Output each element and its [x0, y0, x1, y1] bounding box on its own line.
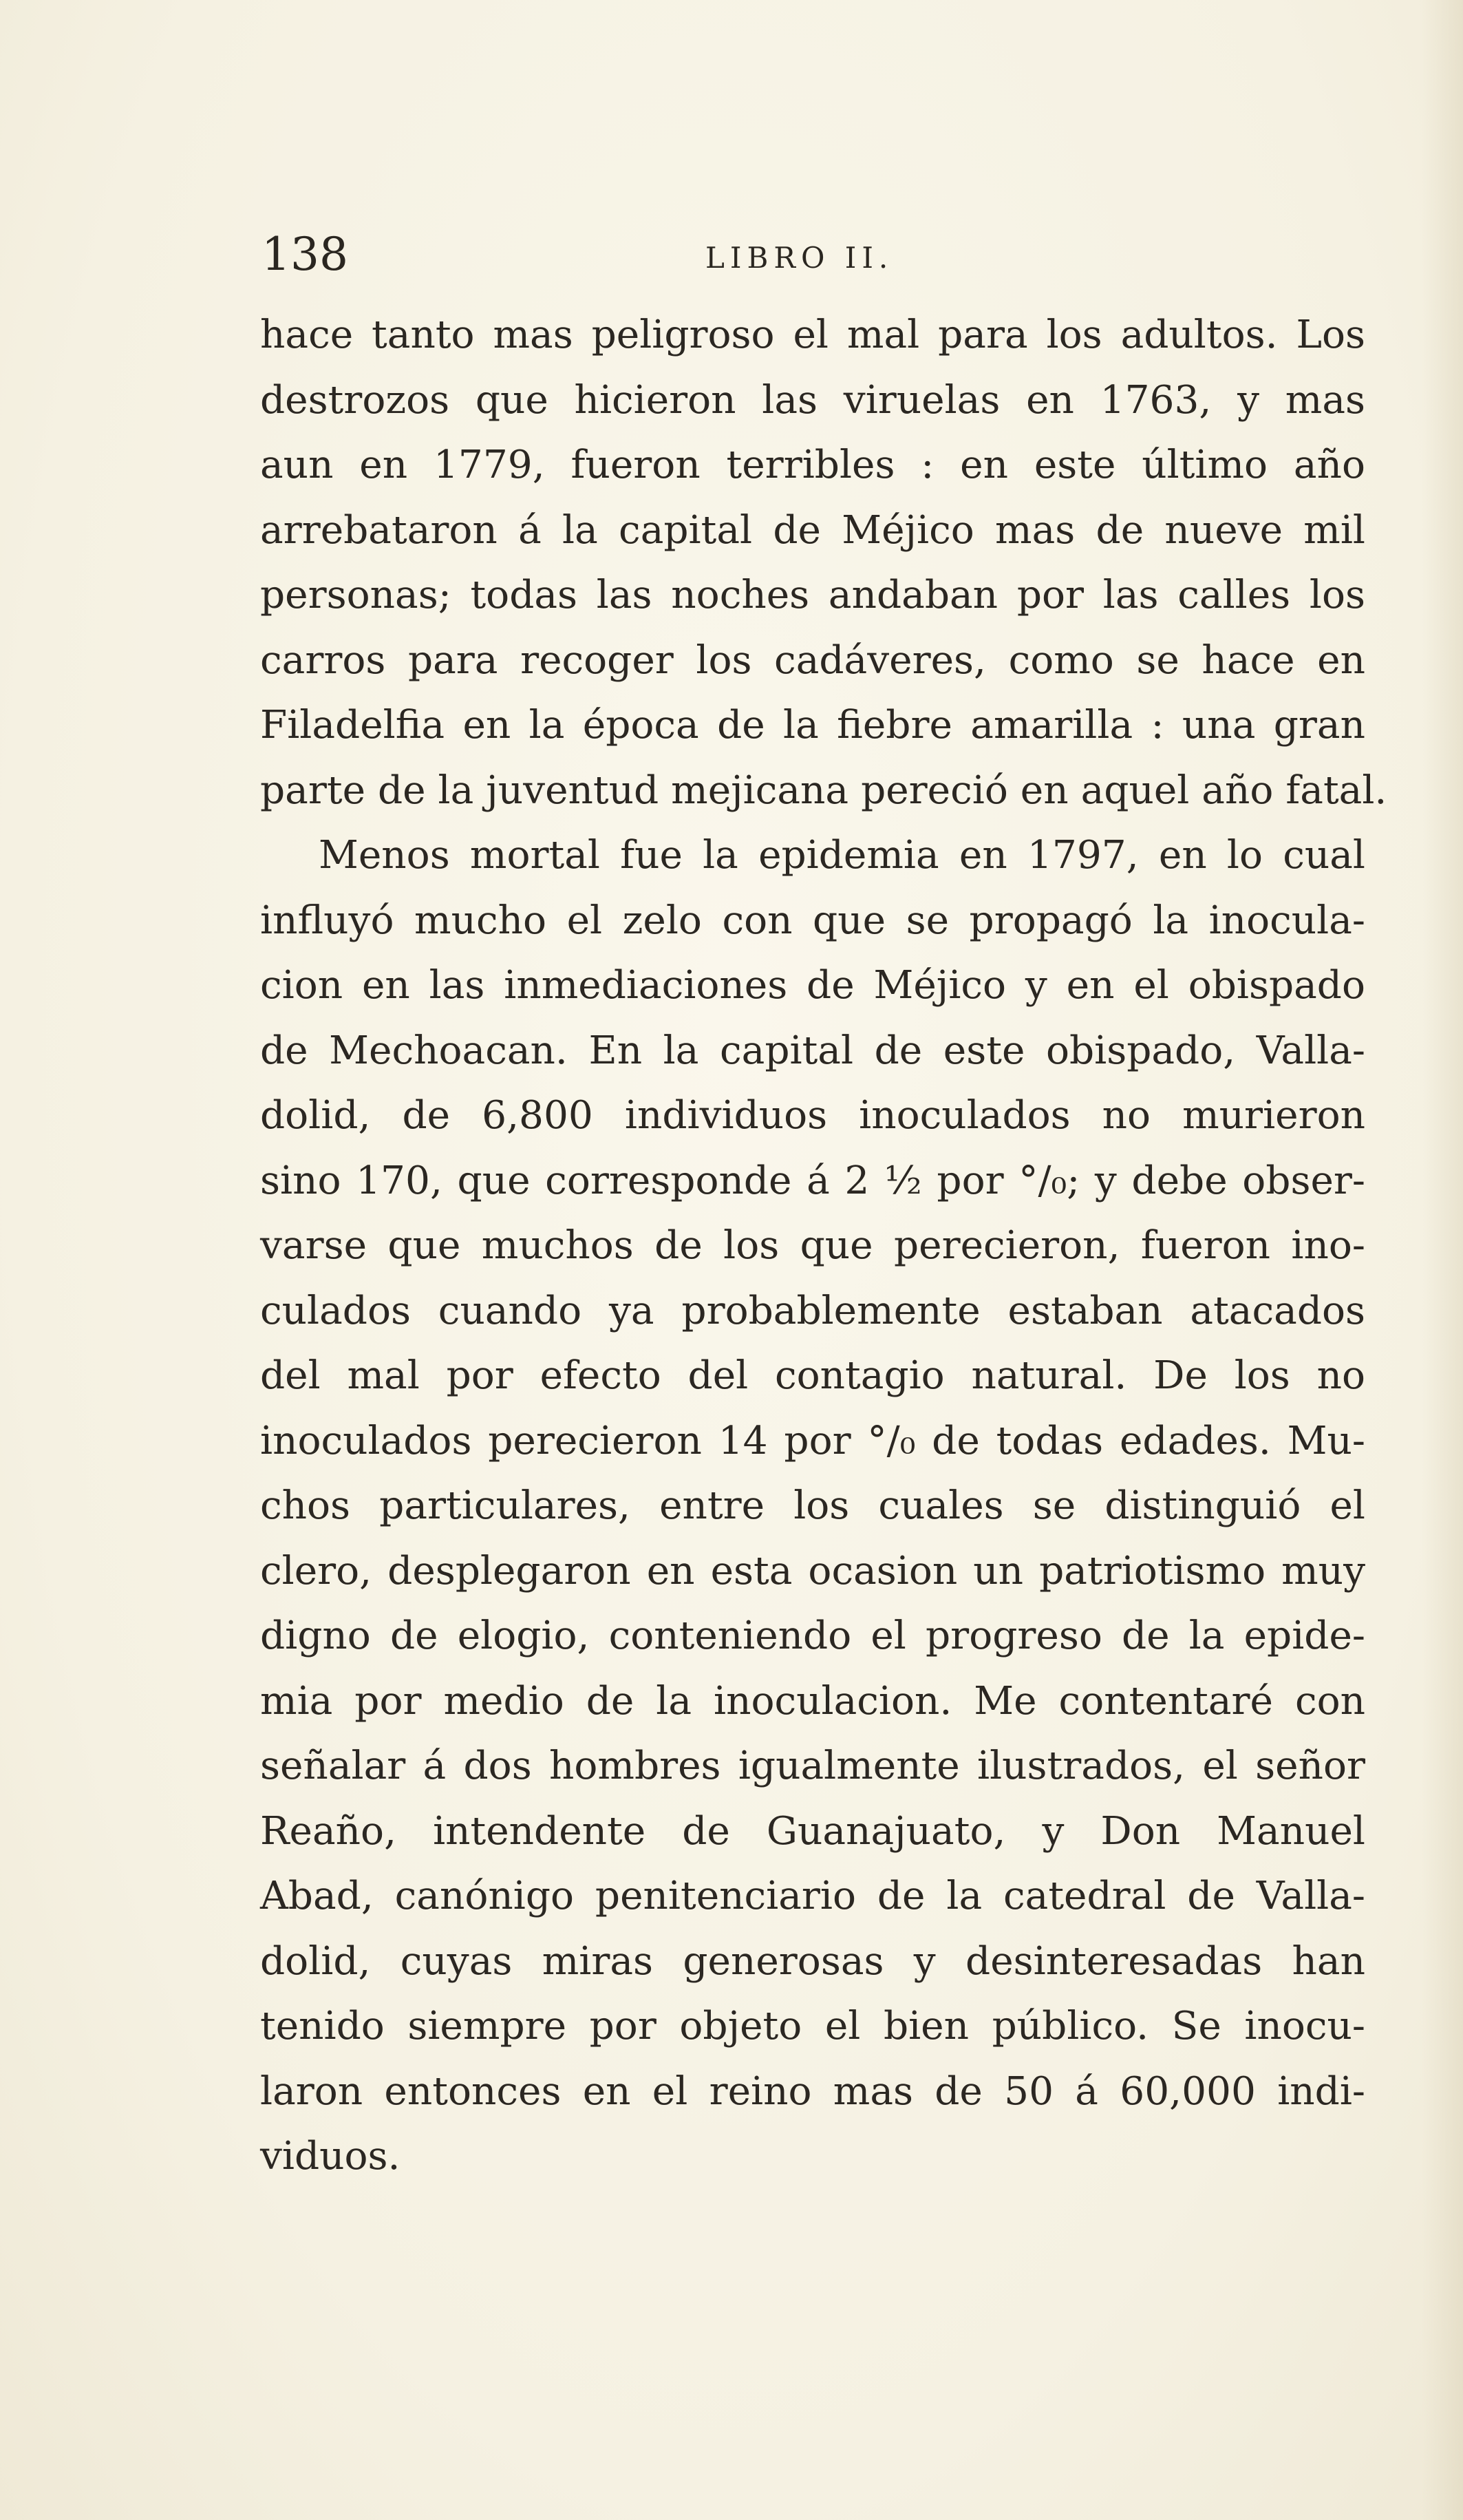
text-line: dolid, cuyas miras generosas y desinteresadas han: [260, 1938, 1365, 1984]
text-line: chos particulares, entre los cuales se distinguió el: [260, 1483, 1365, 1528]
text-line: arrebataron á la capital de Méjico mas de nueve mil: [260, 507, 1365, 553]
text-line: inoculados perecieron 14 por °/₀ de todas edades. Mu-: [260, 1418, 1365, 1463]
text-line: tenido siempre por objeto el bien público. Se inocu-: [260, 2004, 1365, 2048]
text-line: parte de la juventud mejicana pereció en aquel año fatal.: [260, 767, 1387, 813]
running-head: LIBRO II.: [705, 241, 894, 275]
text-line: mia por medio de la inoculacion. Me contentaré con: [260, 1678, 1365, 1724]
text-line: sino 170, que corresponde á 2 ½ por °/₀; y debe obser-: [260, 1158, 1365, 1203]
text-line: del mal por efecto del contagio natural. De los no: [260, 1353, 1365, 1398]
text-line: Menos mortal fue la epidemia en 1797, en lo cual: [319, 833, 1365, 878]
text-line: clero, desplegaron en esta ocasion un patriotismo muy: [260, 1548, 1365, 1593]
page-number: 138: [261, 228, 348, 281]
text-line: culados cuando ya probablemente estaban atacados: [260, 1288, 1365, 1333]
page-edge-shading: [1422, 0, 1463, 2520]
text-line: dolid, de 6,800 individuos inoculados no murieron: [260, 1093, 1365, 1138]
text-line: influyó mucho el zelo con que se propagó la inocula-: [260, 898, 1365, 943]
text-line: varse que muchos de los que perecieron, fueron ino-: [260, 1223, 1365, 1268]
body-text: [260, 303, 1387, 2190]
text-line: destrozos que hicieron las viruelas en 1763, y mas: [260, 377, 1365, 423]
text-line: viduos.: [260, 2134, 401, 2179]
text-line: aun en 1779, fueron terribles : en este último año: [260, 443, 1365, 487]
text-line: hace tanto mas peligroso el mal para los adultos. Los: [260, 313, 1365, 357]
page-header: [261, 227, 1363, 282]
text-line: Filadelfia en la época de la fiebre amarilla : una gran: [260, 703, 1365, 748]
text-line: Abad, canónigo penitenciario de la catedral de Valla-: [260, 1874, 1365, 1918]
text-line: Reaño, intendente de Guanajuato, y Don Manuel: [260, 1808, 1365, 1854]
text-line: carros para recoger los cadáveres, como se hace en: [260, 637, 1365, 683]
text-line: cion en las inmediaciones de Méjico y en el obispado: [260, 963, 1365, 1008]
text-line: digno de elogio, conteniendo el progreso de la epide-: [260, 1613, 1365, 1658]
text-line: de Mechoacan. En la capital de este obispado, Valla-: [260, 1028, 1365, 1073]
text-line: laron entonces en el reino mas de 50 á 60,000 indi-: [260, 2068, 1365, 2114]
text-line: señalar á dos hombres igualmente ilustrados, el señor: [260, 1744, 1365, 1788]
text-line: personas; todas las noches andaban por las calles los: [260, 573, 1365, 617]
